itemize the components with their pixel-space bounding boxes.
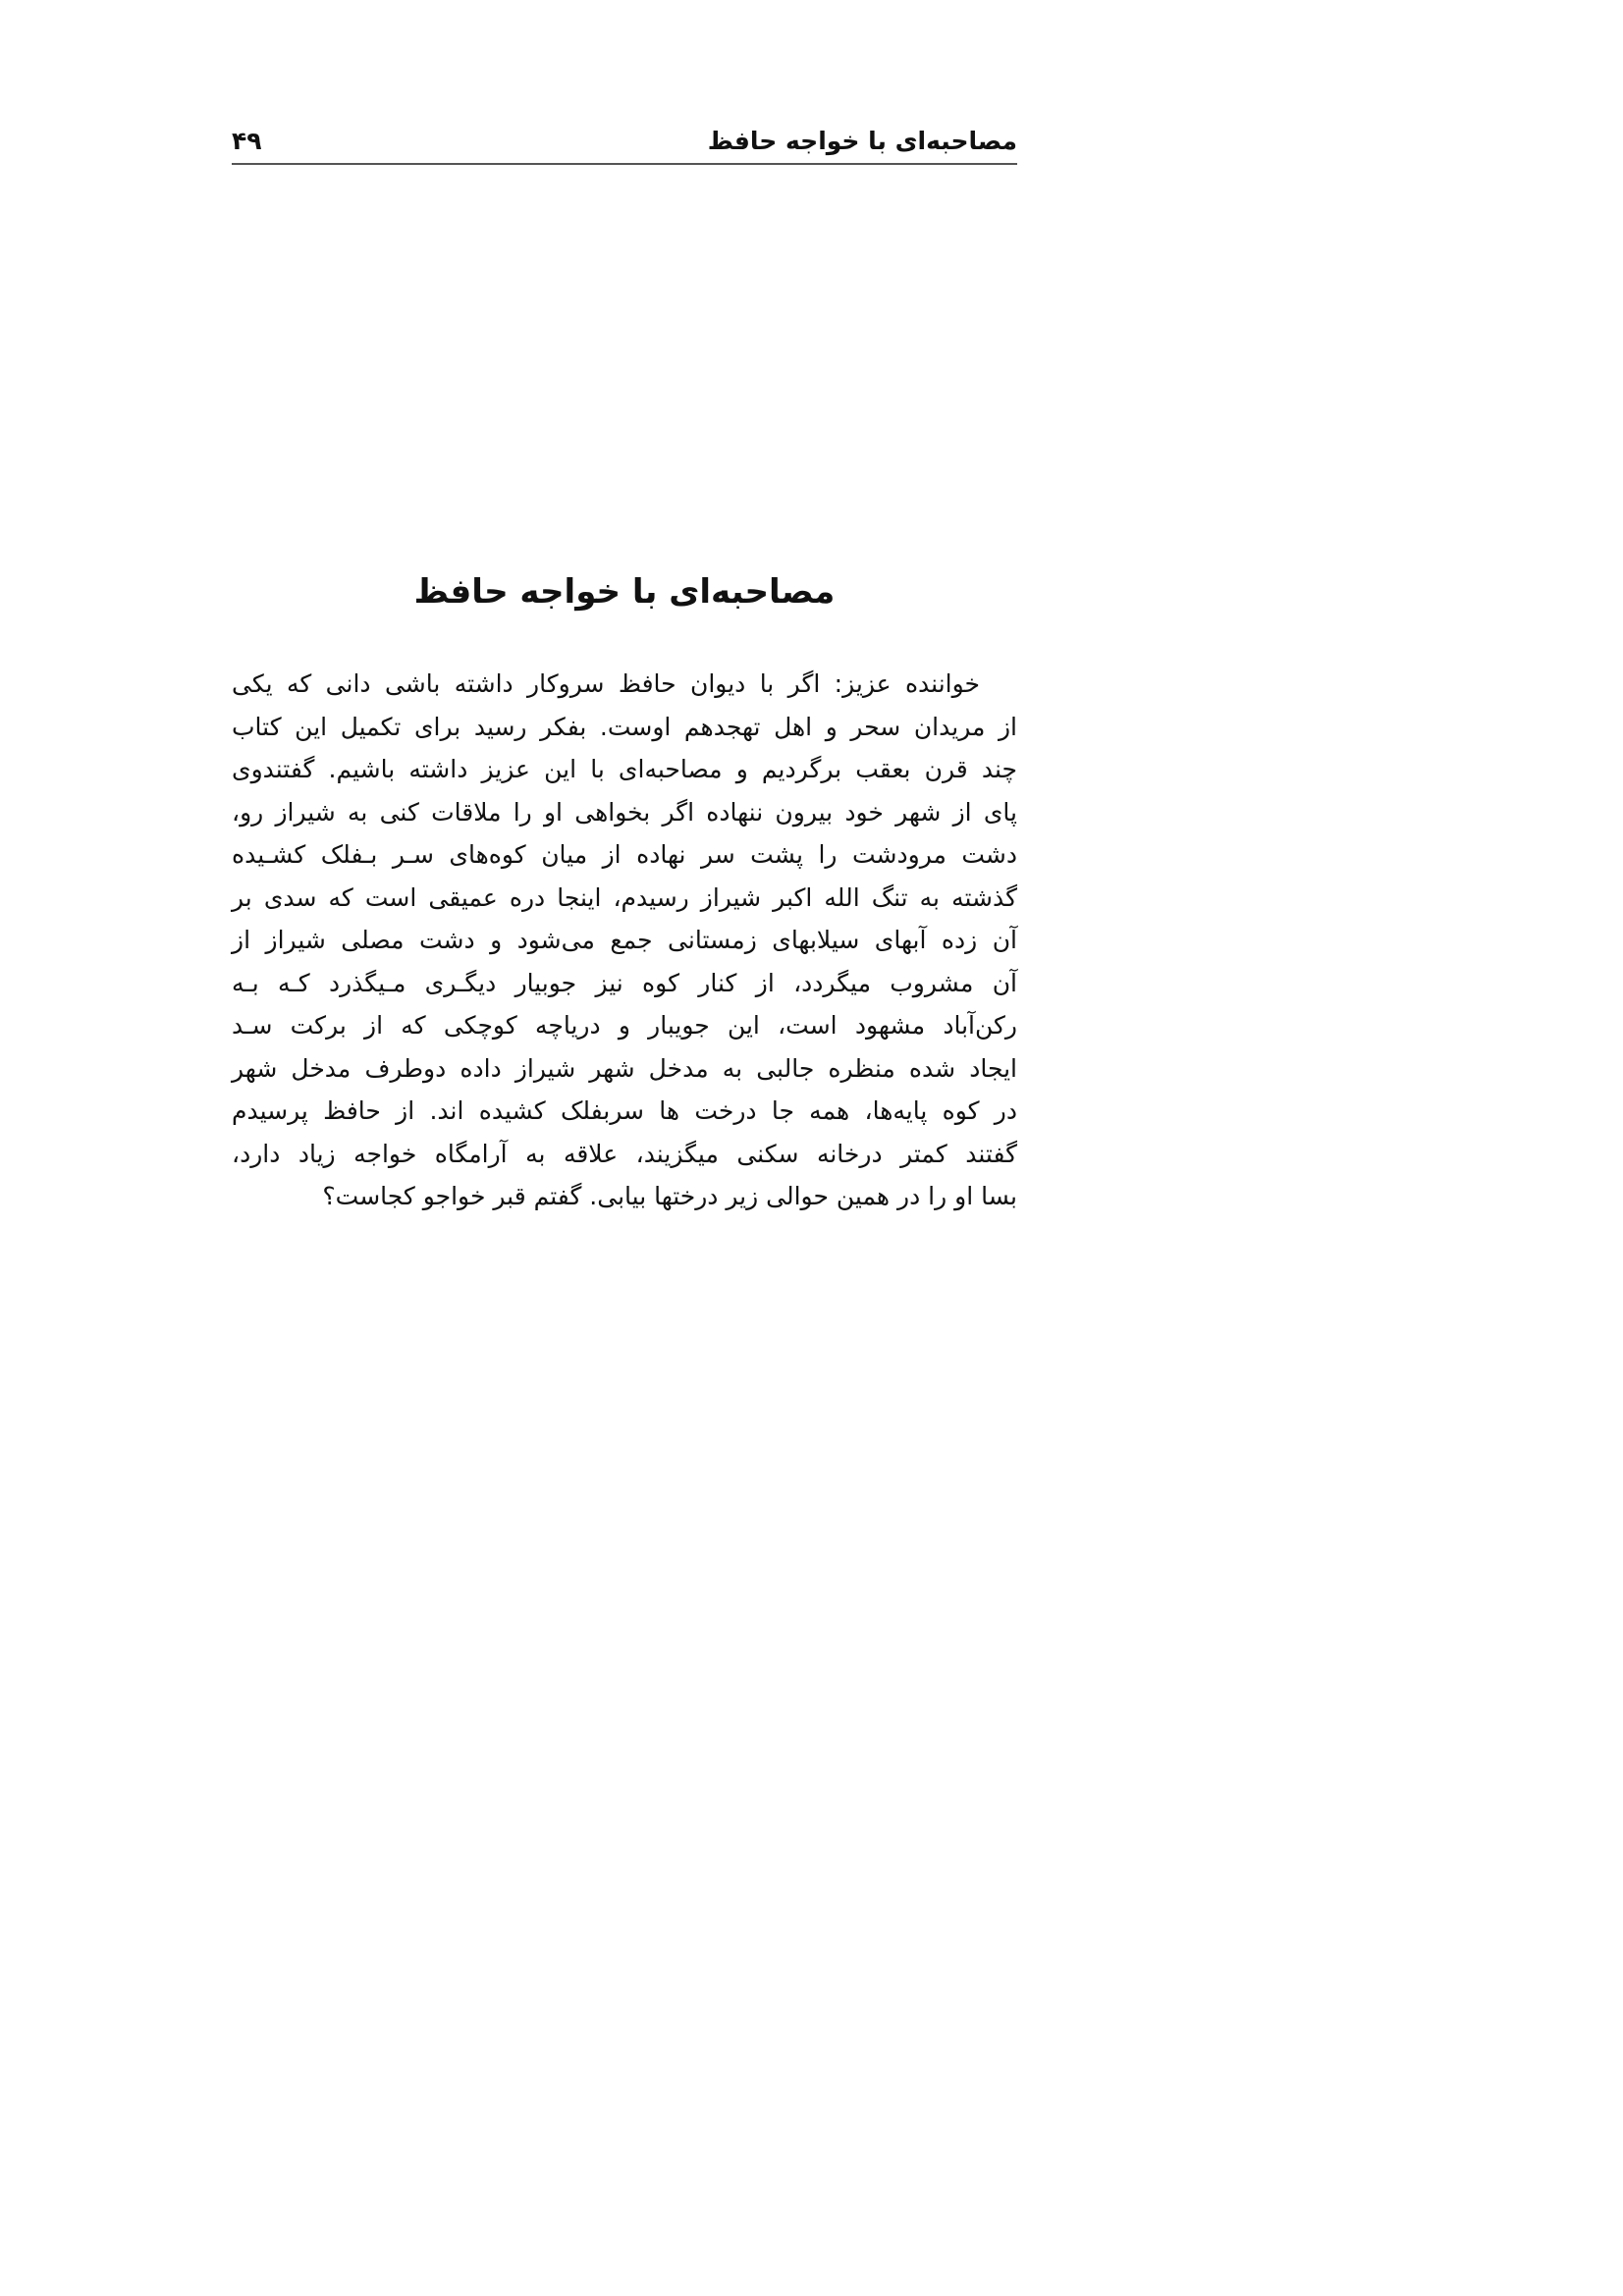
text-line: آن مشروب میگردد، از کنار کوه نیز جوبیار دیگـری مـیگذرد کـه بـه — [232, 968, 1017, 997]
text-line: آن زده آبهای سیلابهای زمستانی جمع می‌شود و دشت مصلی شیراز از — [232, 926, 1017, 954]
text-line: گذشته به تنگ الله اکبر شیراز رسیدم، اینجا دره عمیقی است که سدی بر — [232, 882, 1017, 912]
running-title: مصاحبه‌ای با خواجه حافظ — [707, 126, 1017, 155]
text-line: چند قرن بعقب برگردیم و مصاحبه‌ای با این عزیز داشته باشیم. گفتندوی — [232, 755, 1017, 783]
text-line: خواننده عزیز: اگر با دیوان حافظ سروکار داشته باشی دانی که یکی — [232, 669, 980, 698]
text-line: ایجاد شده منظره جالبی به مدخل شهر شیراز داده دوطرف مدخل شهر — [232, 1053, 1017, 1083]
page-number: ۴۹ — [232, 126, 262, 155]
body-paragraph — [232, 663, 1017, 1218]
text-line: دشت مرودشت را پشت سر نهاده از میان کوه‌های سـر بـفلک کشـیده — [232, 840, 1017, 869]
header-divider — [232, 163, 1017, 165]
text-line: رکن‌آباد مشهود است، این جویبار و دریاچه کوچکی که از برکت سـد — [232, 1011, 1017, 1040]
text-line: از مریدان سحر و اهل تهجدهم اوست. بفکر رسید برای تکمیل این کتاب — [232, 712, 1017, 741]
text-line: بسا او را در همین حوالی زیر درختها بیابی. گفتم قبر خواجو کجاست؟ — [322, 1182, 1017, 1210]
text-line: گفتند کمتر درخانه سکنی میگزیند، علاقه به آرامگاه خواجه زیاد دارد، — [232, 1139, 1017, 1168]
running-header — [232, 116, 1017, 165]
text-line: پای از شهر خود بیرون ننهاده اگر بخواهی او را ملاقات کنی به شیراز رو، — [232, 797, 1017, 827]
chapter-title: مصاحبه‌ای با خواجه حافظ — [413, 572, 836, 612]
text-line: در کوه پایه‌ها، همه جا درخت ها سربفلک کشیده اند. از حافظ پرسیدم — [232, 1096, 1017, 1125]
